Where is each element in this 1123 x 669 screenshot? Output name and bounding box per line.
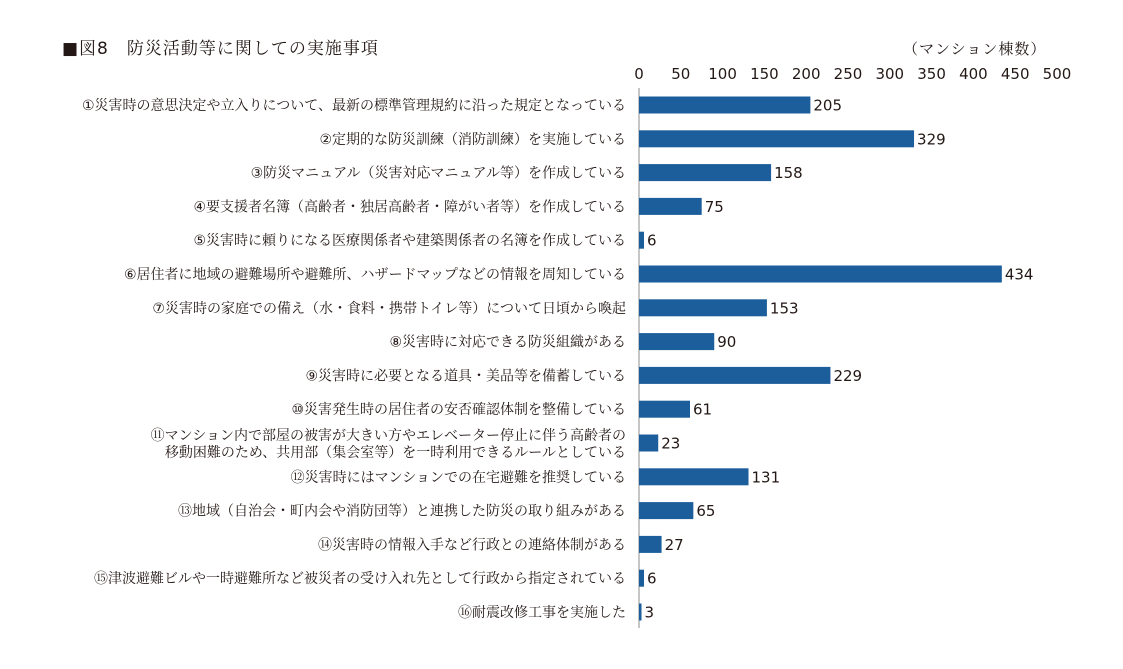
- category-label: ⑯耐震改修工事を実施した: [458, 605, 626, 621]
- bar-value-label: 65: [696, 502, 716, 521]
- bar: [639, 367, 830, 384]
- bar-value-label: 329: [917, 130, 946, 149]
- bar: [639, 232, 644, 249]
- x-tick-label: 100: [708, 65, 737, 83]
- bar: [639, 435, 658, 452]
- x-tick-label: 200: [791, 65, 821, 83]
- bar-value-label: 158: [774, 164, 803, 183]
- x-tick-label: 400: [959, 65, 988, 83]
- bar-value-label: 229: [833, 366, 863, 385]
- bar: [639, 604, 642, 621]
- bar: [639, 266, 1002, 283]
- bar-value-label: 6: [647, 231, 657, 250]
- bar-value-label: 6: [647, 569, 657, 588]
- bar-value-label: 434: [1004, 265, 1034, 284]
- x-tick-label: 250: [833, 65, 863, 83]
- bar: [639, 401, 690, 418]
- x-tick-label: 0: [634, 65, 644, 83]
- x-tick-label: 50: [671, 65, 691, 83]
- bar-value-label: 23: [661, 434, 681, 453]
- category-label: ⑧災害時に対応できる防災組織がある: [389, 334, 626, 351]
- x-tick-label: 450: [1000, 65, 1030, 83]
- x-axis-unit-label: （マンション棟数）: [903, 40, 1047, 58]
- category-label: ⑭災害時の情報入手など行政との連絡体制がある: [318, 537, 626, 554]
- bar-value-label: 131: [751, 468, 781, 487]
- x-tick-label: 500: [1042, 65, 1072, 83]
- bar: [639, 536, 662, 553]
- category-label: ④要支援者名簿（高齢者・独居高齢者・障がい者等）を作成している: [193, 199, 626, 216]
- bar: [639, 299, 767, 316]
- category-label: ⑬地域（自治会・町内会や消防団等）と連携した防災の取り組みがある: [178, 503, 626, 520]
- category-label: ①災害時の意思決定や立入りについて、最新の標準管理規約に沿った規定となっている: [82, 98, 626, 114]
- bar: [639, 468, 749, 485]
- bar-value-label: 61: [692, 400, 713, 419]
- bar-value-label: 27: [664, 535, 684, 554]
- category-label: ⑪マンション内で部屋の被害が大きい方やエレベーター停止に伴う高齢者の移動困難のため、共用部（集会室等）を一時利用できるルールとしている: [150, 428, 626, 461]
- bar: [639, 502, 693, 519]
- chart-title: ■図8 防災活動等に関しての実施事項: [62, 39, 379, 59]
- category-label: ③防災マニュアル（災害対応マニュアル等）を作成している: [250, 165, 626, 182]
- bar-value-label: 3: [644, 603, 655, 622]
- bar-value-label: 90: [717, 333, 737, 352]
- x-tick-label: 150: [750, 65, 779, 83]
- category-label: ⑥居住者に地域の避難場所や避難所、ハザードマップなどの情報を周知している: [124, 267, 626, 283]
- bar: [639, 198, 702, 215]
- bar-value-label: 75: [704, 197, 724, 216]
- bar: [639, 97, 810, 114]
- category-label: ⑦災害時の家庭での備え（水・食料・携帯トイレ等）について日頃から喚起: [152, 300, 626, 317]
- bar: [639, 164, 771, 181]
- category-label: ⑤災害時に頼りになる医療関係者や建築関係者の名簿を作成している: [193, 233, 626, 250]
- category-label: ⑨災害時に必要となる道具・美品等を備蓄している: [305, 368, 626, 385]
- bar: [639, 333, 714, 350]
- bar-value-label: 205: [813, 96, 843, 115]
- category-label: ⑫災害時にはマンションでの在宅避難を推奨している: [290, 469, 626, 486]
- category-label: ⑩災害発生時の居住者の安否確認体制を整備している: [291, 402, 626, 419]
- bar: [639, 130, 914, 147]
- category-label: ②定期的な防災訓練（消防訓練）を実施している: [319, 131, 626, 148]
- x-tick-label: 350: [917, 65, 946, 83]
- x-tick-label: 300: [875, 65, 905, 83]
- category-label: ⑮津波避難ビルや一時避難所など被災者の受け入れ先として行政から指定されている: [94, 571, 626, 588]
- bar: [639, 570, 644, 587]
- bar-value-label: 153: [769, 299, 799, 318]
